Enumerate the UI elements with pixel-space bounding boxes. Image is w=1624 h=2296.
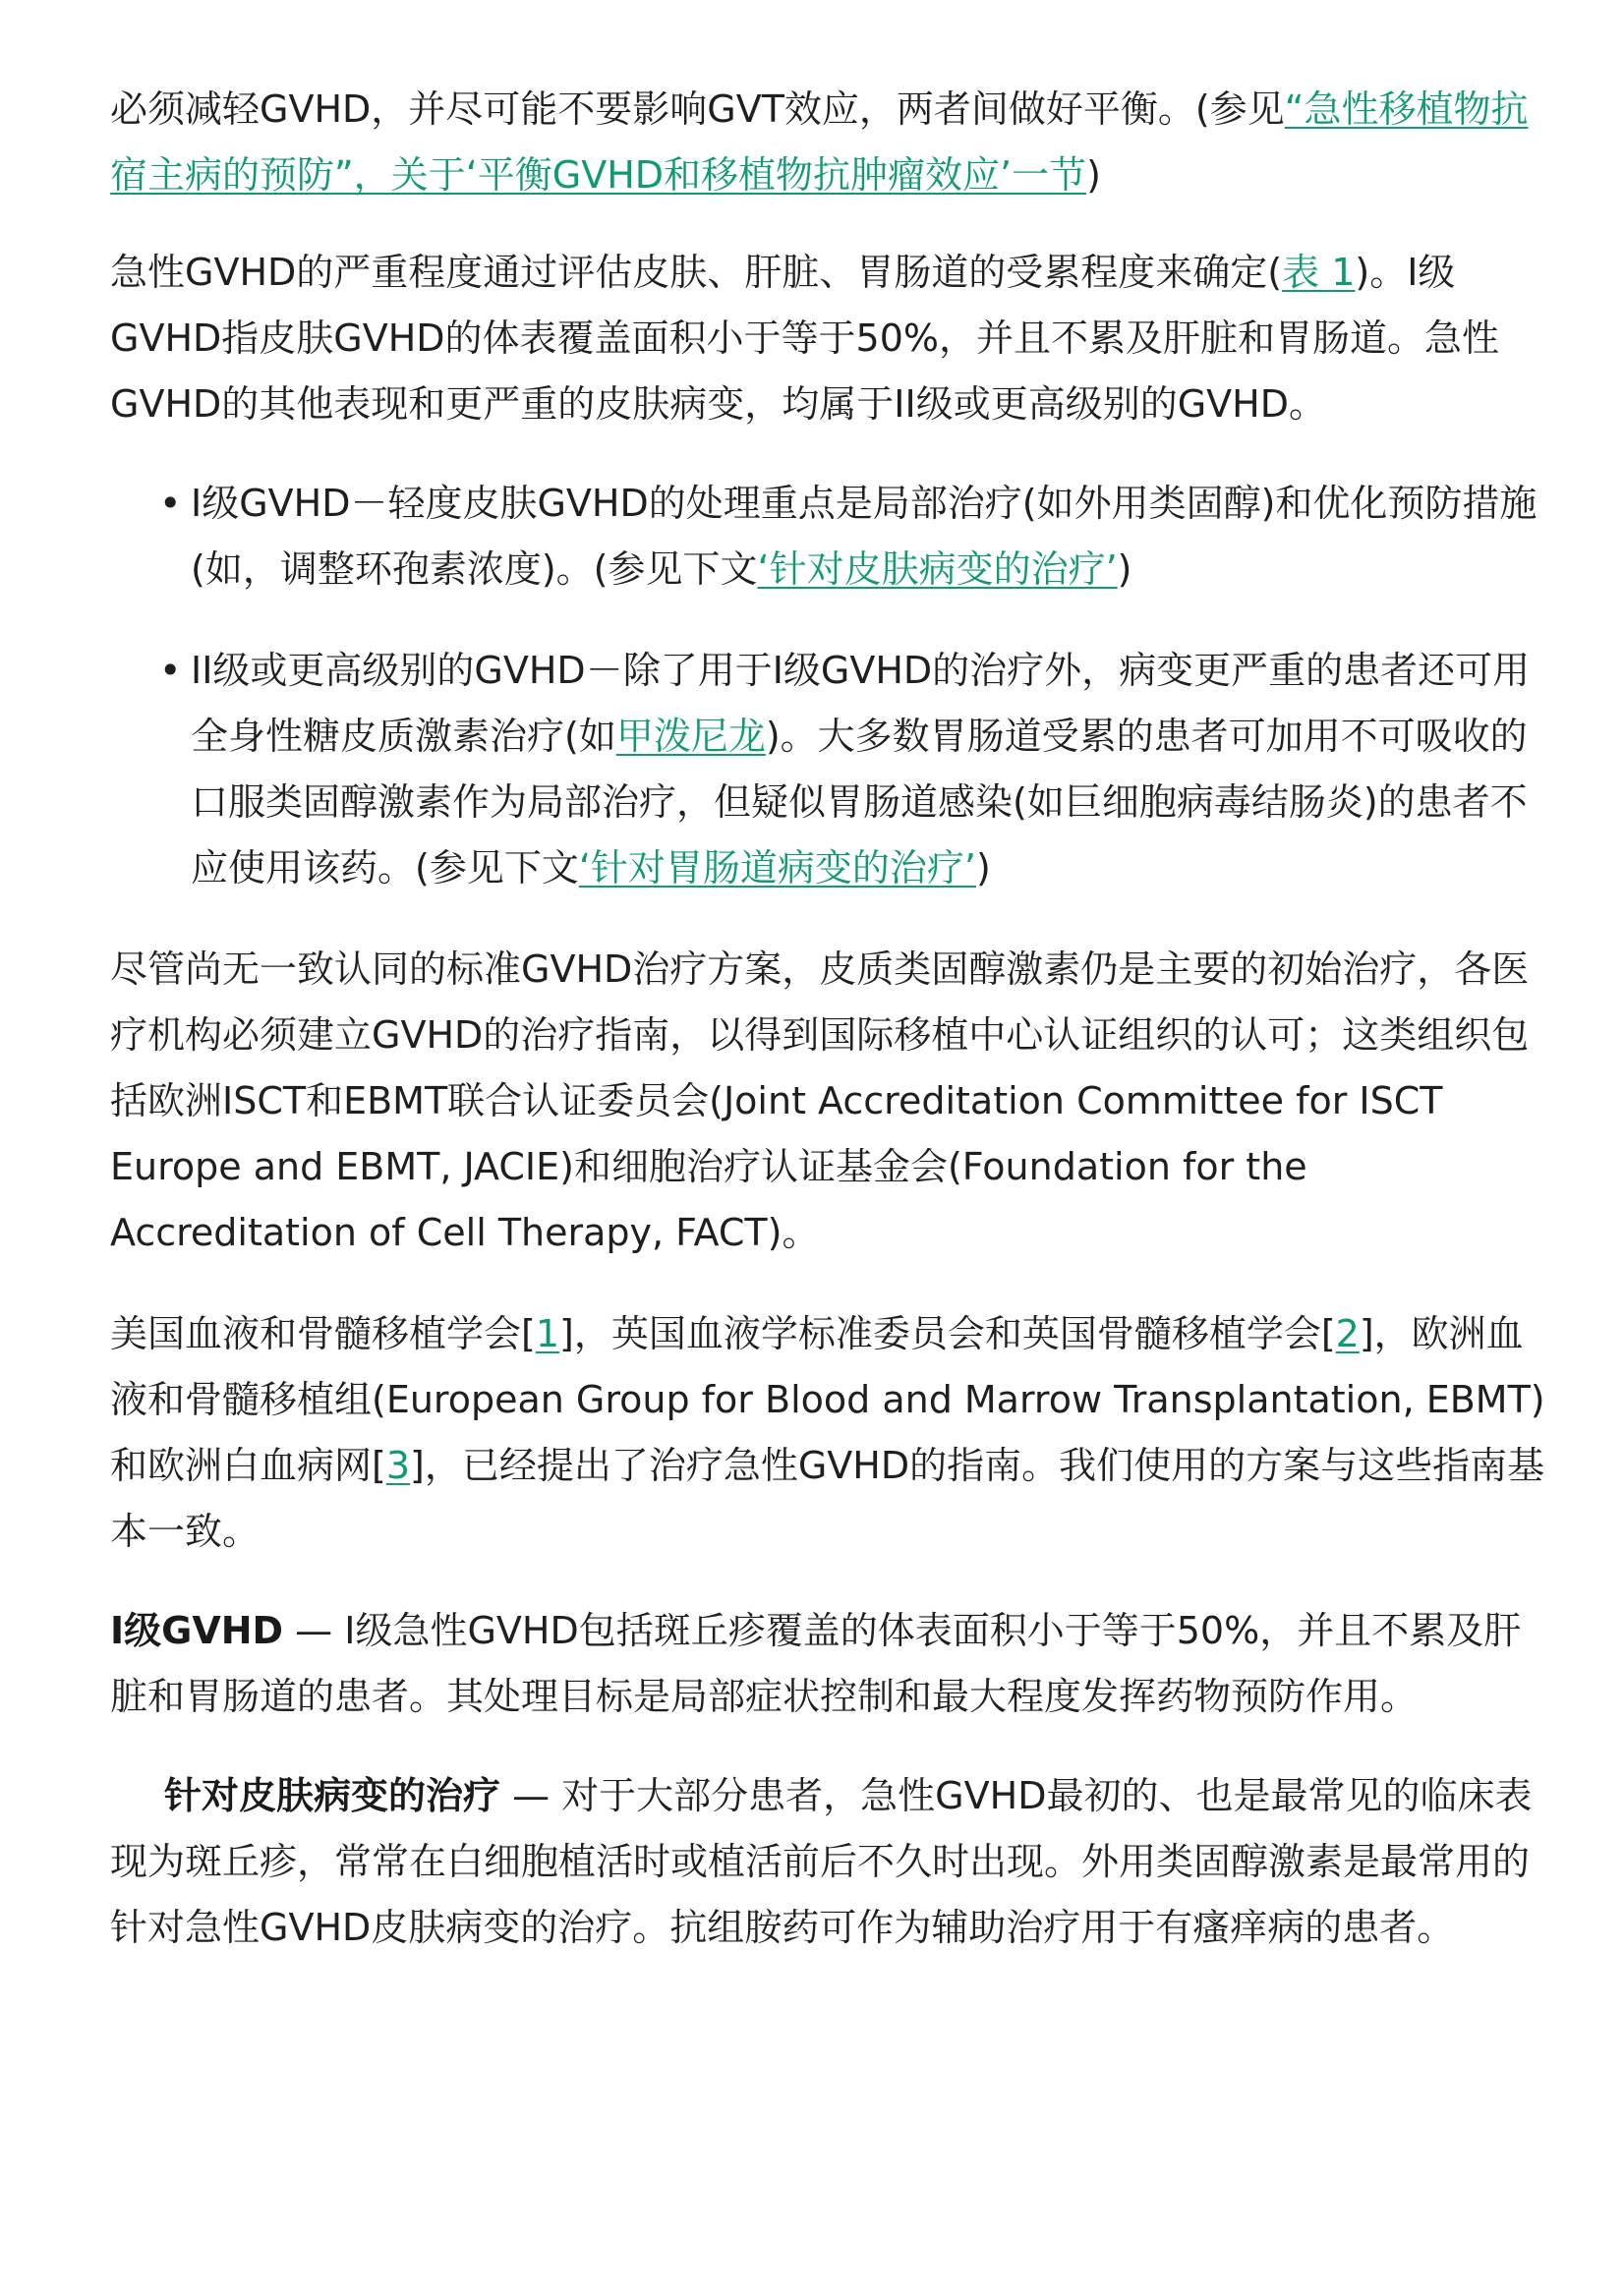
paragraph-societies	[110, 1301, 1547, 1565]
article-body	[110, 77, 1547, 1961]
paragraph-text: 急性GVHD的严重程度通过评估皮肤、肝脏、胃肠道的受累程度来确定(	[110, 251, 1283, 294]
section-heading-skin-treatment: 针对皮肤病变的治疗	[164, 1774, 501, 1817]
link-gi-treatment[interactable]: ‘针对胃肠道病变的治疗’	[578, 846, 976, 890]
paragraph-text: — 对于大部分患者，急性GVHD最初的、也是最常见的临床表现为斑丘疹，常常在白细胞植活时或植活前后不久时出现。外用类固醇激素是最常用的针对急性GVHD皮肤病变的治疗。抗组胺药可作为辅助治疗用于有瘙痒病的患者。	[110, 1774, 1533, 1949]
bullet-text: II级或更高级别的GVHD－除了用于I级GVHD的治疗外，病变更严重的患者还可用全身性糖皮质激素治疗(如	[191, 649, 1531, 758]
paragraph-text: — I级急性GVHD包括斑丘疹覆盖的体表面积小于等于50%，并且不累及肝脏和胃肠道的患者。其处理目标是局部症状控制和最大程度发挥药物预防作用。	[110, 1609, 1522, 1718]
paragraph-text: ]，欧洲血液和骨髓移植组(European Group for Blood and Marrow Transplantation, EBMT)和欧洲白血病网[	[110, 1312, 1545, 1487]
paragraph-text: 必须减轻GVHD，并尽可能不要影响GVT效应，两者间做好平衡。(参见	[110, 87, 1285, 131]
reference-link-3[interactable]: 3	[385, 1444, 411, 1487]
paragraph-text: ]，已经提出了治疗急性GVHD的指南。我们使用的方案与这些指南基本一致。	[110, 1444, 1545, 1553]
paragraph-text: 美国血液和骨髓移植学会[	[110, 1312, 536, 1355]
bullet-text: I级GVHD－轻度皮肤GVHD的处理重点是局部治疗(如外用类固醇)和优化预防措施(如，调整环孢素浓度)。(参见下文	[191, 482, 1537, 591]
paragraph-grade-1	[110, 1598, 1547, 1730]
bullet-text: )	[976, 846, 991, 890]
bullet-item-grade-2	[110, 638, 1547, 901]
bullet-text: )	[1117, 547, 1132, 591]
link-methylprednisolone[interactable]: 甲泼尼龙	[615, 715, 766, 758]
paragraph-guidelines: 尽管尚无一致认同的标准GVHD治疗方案，皮质类固醇激素仍是主要的初始治疗，各医疗机构必须建立GVHD的治疗指南，以得到国际移植中心认证组织的认可；这类组织包括欧洲ISCT和EBMT联合认证委员会(Joint Accreditation Committee for ISCT Europe and EBMT, JACIE)和细胞治疗认证基金会(Foundation for the Accreditation of Cell Therapy, FACT)。	[110, 947, 1530, 1254]
link-table-1[interactable]: 表 1	[1282, 251, 1356, 294]
link-skin-treatment[interactable]: ‘针对皮肤病变的治疗’	[757, 547, 1118, 591]
bullet-text: )。大多数胃肠道受累的患者可加用不可吸收的口服类固醇激素作为局部治疗，但疑似胃肠道感染(如巨细胞病毒结肠炎)的患者不应使用该药。(参见下文	[191, 715, 1528, 890]
paragraph-gvt-balance	[110, 77, 1547, 208]
link-gvhd-prevention[interactable]: “急性移植物抗宿主病的预防”，关于‘平衡GVHD和移植物抗肿瘤效应’一节	[110, 87, 1529, 197]
grade-bullet-list	[110, 471, 1547, 901]
paragraph-text: ]，英国血液学标准委员会和英国骨髓移植学会[	[559, 1312, 1336, 1355]
reference-link-1[interactable]: 1	[535, 1312, 560, 1355]
paragraph-text: )。I级GVHD指皮肤GVHD的体表覆盖面积小于等于50%，并且不累及肝脏和胃肠道。急性GVHD的其他表现和更严重的皮肤病变，均属于II级或更高级别的GVHD。	[110, 251, 1500, 426]
paragraph-severity	[110, 240, 1547, 437]
paragraph-text: )	[1086, 153, 1101, 197]
reference-link-2[interactable]: 2	[1335, 1312, 1360, 1355]
paragraph-skin-treatment	[110, 1763, 1547, 1961]
bullet-item-grade-1	[110, 471, 1547, 603]
section-heading-grade-1: I级GVHD	[110, 1609, 284, 1652]
